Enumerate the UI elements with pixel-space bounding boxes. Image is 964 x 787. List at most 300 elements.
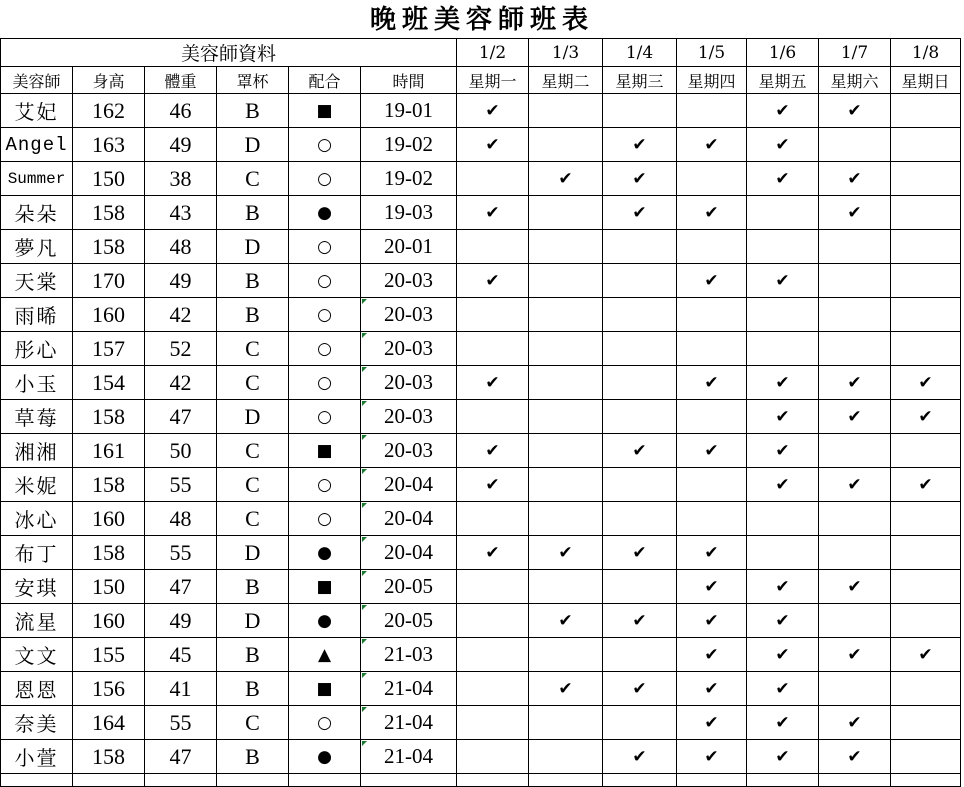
cell-fit[interactable]: ○ bbox=[289, 502, 361, 536]
cell-day[interactable] bbox=[603, 706, 677, 740]
cell-day[interactable] bbox=[677, 502, 747, 536]
cell-day[interactable] bbox=[819, 604, 891, 638]
cell-time[interactable] bbox=[361, 230, 457, 264]
cell-day[interactable] bbox=[819, 332, 891, 366]
cell-height[interactable]: 154 bbox=[73, 366, 145, 400]
cell-fit[interactable]: ● bbox=[289, 740, 361, 774]
cell-weight[interactable]: 48 bbox=[145, 230, 217, 264]
cell-day[interactable] bbox=[603, 468, 677, 502]
table-row bbox=[1, 740, 961, 774]
cell-weight[interactable]: 45 bbox=[145, 638, 217, 672]
cell-name[interactable]: 奈美 bbox=[1, 706, 73, 740]
cell-day[interactable] bbox=[603, 332, 677, 366]
cell-day[interactable] bbox=[603, 94, 677, 128]
cell-comment-marker bbox=[362, 299, 367, 304]
cell-day[interactable] bbox=[529, 638, 603, 672]
cell-day[interactable] bbox=[747, 468, 819, 502]
cell-weight[interactable]: 47 bbox=[145, 570, 217, 604]
cell-day[interactable] bbox=[747, 672, 819, 706]
cell-day[interactable] bbox=[529, 128, 603, 162]
cell-day[interactable] bbox=[529, 264, 603, 298]
cell-cup[interactable]: B bbox=[217, 740, 289, 774]
cell-day[interactable] bbox=[457, 94, 529, 128]
check-mark-icon: ✔ bbox=[847, 644, 862, 665]
cell-name[interactable]: 夢凡 bbox=[1, 230, 73, 264]
cell-height[interactable]: 161 bbox=[73, 434, 145, 468]
cell-height[interactable]: 150 bbox=[73, 570, 145, 604]
cell-day[interactable] bbox=[603, 536, 677, 570]
cell-day[interactable] bbox=[747, 94, 819, 128]
cell-cup[interactable]: D bbox=[217, 128, 289, 162]
blank-cell[interactable] bbox=[677, 774, 747, 787]
cell-time[interactable] bbox=[361, 536, 457, 570]
cell-cup[interactable]: D bbox=[217, 536, 289, 570]
cell-time[interactable] bbox=[361, 400, 457, 434]
cell-day[interactable] bbox=[819, 94, 891, 128]
check-mark-icon: ✔ bbox=[632, 610, 647, 631]
cell-fit[interactable]: ■ bbox=[289, 434, 361, 468]
cell-fit[interactable]: ○ bbox=[289, 706, 361, 740]
cell-height[interactable]: 158 bbox=[73, 468, 145, 502]
cell-day[interactable] bbox=[457, 468, 529, 502]
cell-day[interactable] bbox=[747, 740, 819, 774]
cell-day[interactable] bbox=[747, 502, 819, 536]
cell-day[interactable] bbox=[747, 298, 819, 332]
cell-cup[interactable]: D bbox=[217, 230, 289, 264]
cell-day[interactable] bbox=[819, 706, 891, 740]
blank-cell[interactable] bbox=[747, 774, 819, 787]
cell-day[interactable] bbox=[677, 604, 747, 638]
cell-day[interactable] bbox=[529, 196, 603, 230]
cell-day[interactable] bbox=[677, 162, 747, 196]
cell-time[interactable] bbox=[361, 162, 457, 196]
cell-day[interactable] bbox=[677, 298, 747, 332]
weekday-header: 星期六 bbox=[819, 67, 891, 94]
cell-height[interactable]: 158 bbox=[73, 400, 145, 434]
cell-day[interactable] bbox=[457, 298, 529, 332]
cell-day[interactable] bbox=[819, 196, 891, 230]
cell-time[interactable] bbox=[361, 638, 457, 672]
cell-day[interactable] bbox=[529, 468, 603, 502]
cell-day[interactable] bbox=[891, 672, 961, 706]
check-mark-icon: ✔ bbox=[847, 712, 862, 733]
cell-day[interactable] bbox=[891, 740, 961, 774]
blank-cell[interactable] bbox=[603, 774, 677, 787]
cell-day[interactable] bbox=[603, 264, 677, 298]
blank-cell[interactable] bbox=[1, 774, 73, 787]
cell-day[interactable] bbox=[891, 230, 961, 264]
cell-day[interactable] bbox=[457, 502, 529, 536]
cell-weight[interactable]: 41 bbox=[145, 672, 217, 706]
cell-cup[interactable]: C bbox=[217, 502, 289, 536]
cell-day[interactable] bbox=[603, 196, 677, 230]
cell-weight[interactable]: 43 bbox=[145, 196, 217, 230]
cell-day[interactable] bbox=[747, 570, 819, 604]
cell-height[interactable]: 170 bbox=[73, 264, 145, 298]
check-mark-icon: ✔ bbox=[632, 746, 647, 767]
cell-fit[interactable]: ○ bbox=[289, 468, 361, 502]
cell-name[interactable]: 雨晞 bbox=[1, 298, 73, 332]
cell-day[interactable] bbox=[747, 400, 819, 434]
cell-day[interactable] bbox=[747, 638, 819, 672]
cell-weight[interactable]: 49 bbox=[145, 264, 217, 298]
cell-day[interactable] bbox=[677, 196, 747, 230]
cell-time[interactable] bbox=[361, 570, 457, 604]
cell-day[interactable] bbox=[457, 570, 529, 604]
cell-day[interactable] bbox=[747, 332, 819, 366]
cell-cup[interactable]: B bbox=[217, 264, 289, 298]
cell-day[interactable] bbox=[457, 638, 529, 672]
cell-fit[interactable]: ● bbox=[289, 196, 361, 230]
cell-height[interactable]: 160 bbox=[73, 502, 145, 536]
cell-day[interactable] bbox=[891, 638, 961, 672]
check-mark-icon: ✔ bbox=[704, 576, 719, 597]
cell-weight[interactable]: 42 bbox=[145, 366, 217, 400]
cell-day[interactable] bbox=[677, 638, 747, 672]
cell-day[interactable] bbox=[819, 162, 891, 196]
cell-time[interactable] bbox=[361, 264, 457, 298]
cell-day[interactable] bbox=[677, 94, 747, 128]
blank-cell[interactable] bbox=[891, 774, 961, 787]
cell-height[interactable]: 160 bbox=[73, 604, 145, 638]
cell-comment-marker bbox=[362, 503, 367, 508]
cell-day[interactable] bbox=[529, 604, 603, 638]
cell-day[interactable] bbox=[529, 94, 603, 128]
cell-weight[interactable]: 42 bbox=[145, 298, 217, 332]
cell-weight[interactable]: 55 bbox=[145, 706, 217, 740]
cell-day[interactable] bbox=[603, 434, 677, 468]
cell-height[interactable]: 158 bbox=[73, 230, 145, 264]
cell-day[interactable] bbox=[677, 400, 747, 434]
check-mark-icon: ✔ bbox=[704, 678, 719, 699]
cell-comment-marker bbox=[362, 639, 367, 644]
cell-day[interactable] bbox=[891, 128, 961, 162]
cell-height[interactable]: 160 bbox=[73, 298, 145, 332]
cell-day[interactable] bbox=[891, 332, 961, 366]
cell-day[interactable] bbox=[819, 468, 891, 502]
cell-day[interactable] bbox=[603, 298, 677, 332]
cell-day[interactable] bbox=[529, 332, 603, 366]
cell-height[interactable]: 157 bbox=[73, 332, 145, 366]
cell-weight[interactable]: 52 bbox=[145, 332, 217, 366]
cell-day[interactable] bbox=[747, 196, 819, 230]
cell-weight[interactable]: 38 bbox=[145, 162, 217, 196]
cell-day[interactable] bbox=[747, 706, 819, 740]
cell-day[interactable] bbox=[747, 536, 819, 570]
cell-time[interactable] bbox=[361, 740, 457, 774]
cell-day[interactable] bbox=[747, 128, 819, 162]
cell-day[interactable] bbox=[603, 604, 677, 638]
cell-height[interactable]: 162 bbox=[73, 94, 145, 128]
cell-day[interactable] bbox=[677, 434, 747, 468]
blank-cell[interactable] bbox=[289, 774, 361, 787]
cell-name[interactable]: 恩恩 bbox=[1, 672, 73, 706]
cell-time[interactable] bbox=[361, 706, 457, 740]
blank-cell[interactable] bbox=[145, 774, 217, 787]
cell-day[interactable] bbox=[603, 638, 677, 672]
cell-day[interactable] bbox=[529, 672, 603, 706]
check-mark-icon: ✔ bbox=[485, 542, 500, 563]
cell-height[interactable]: 163 bbox=[73, 128, 145, 162]
cell-cup[interactable]: B bbox=[217, 196, 289, 230]
blank-cell[interactable] bbox=[73, 774, 145, 787]
cell-fit[interactable]: ○ bbox=[289, 298, 361, 332]
cell-height[interactable]: 158 bbox=[73, 196, 145, 230]
cell-day[interactable] bbox=[747, 264, 819, 298]
cell-day[interactable] bbox=[747, 604, 819, 638]
cell-comment-marker bbox=[362, 605, 367, 610]
cell-time[interactable] bbox=[361, 366, 457, 400]
cell-cup[interactable]: B bbox=[217, 570, 289, 604]
cell-day[interactable] bbox=[457, 740, 529, 774]
cell-name[interactable]: 朵朵 bbox=[1, 196, 73, 230]
cell-fit[interactable]: ● bbox=[289, 604, 361, 638]
cell-cup[interactable]: C bbox=[217, 468, 289, 502]
cell-day[interactable] bbox=[529, 502, 603, 536]
cell-time[interactable] bbox=[361, 332, 457, 366]
cell-day[interactable] bbox=[819, 638, 891, 672]
cell-cup[interactable]: C bbox=[217, 332, 289, 366]
cell-name[interactable]: 文文 bbox=[1, 638, 73, 672]
check-mark-icon: ✔ bbox=[775, 372, 790, 393]
cell-day[interactable] bbox=[891, 264, 961, 298]
cell-cup[interactable]: B bbox=[217, 638, 289, 672]
cell-weight[interactable]: 55 bbox=[145, 536, 217, 570]
cell-day[interactable] bbox=[457, 536, 529, 570]
cell-day[interactable] bbox=[529, 400, 603, 434]
cell-time[interactable] bbox=[361, 298, 457, 332]
cell-day[interactable] bbox=[819, 128, 891, 162]
cell-day[interactable] bbox=[819, 230, 891, 264]
cell-name[interactable]: 小萱 bbox=[1, 740, 73, 774]
cell-day[interactable] bbox=[677, 740, 747, 774]
blank-cell[interactable] bbox=[819, 774, 891, 787]
cell-fit[interactable]: ■ bbox=[289, 672, 361, 706]
cell-time[interactable] bbox=[361, 94, 457, 128]
cell-fit[interactable]: ■ bbox=[289, 570, 361, 604]
blank-cell[interactable] bbox=[457, 774, 529, 787]
cell-day[interactable] bbox=[819, 264, 891, 298]
table-row bbox=[1, 230, 961, 264]
cell-height[interactable]: 158 bbox=[73, 740, 145, 774]
cell-day[interactable] bbox=[457, 672, 529, 706]
cell-day[interactable] bbox=[747, 230, 819, 264]
cell-name[interactable]: 小玉 bbox=[1, 366, 73, 400]
cell-name[interactable]: 安琪 bbox=[1, 570, 73, 604]
cell-day[interactable] bbox=[603, 366, 677, 400]
cell-weight[interactable]: 46 bbox=[145, 94, 217, 128]
cell-day[interactable] bbox=[529, 298, 603, 332]
cell-day[interactable] bbox=[819, 536, 891, 570]
cell-name[interactable]: Angel bbox=[1, 128, 73, 162]
cell-day[interactable] bbox=[457, 196, 529, 230]
check-mark-icon: ✔ bbox=[847, 576, 862, 597]
cell-cup[interactable]: C bbox=[217, 366, 289, 400]
cell-name[interactable]: 米妮 bbox=[1, 468, 73, 502]
cell-day[interactable] bbox=[747, 434, 819, 468]
cell-fit[interactable]: ■ bbox=[289, 94, 361, 128]
cell-time[interactable] bbox=[361, 468, 457, 502]
cell-day[interactable] bbox=[891, 536, 961, 570]
cell-day[interactable] bbox=[677, 570, 747, 604]
cell-day[interactable] bbox=[819, 366, 891, 400]
cell-day[interactable] bbox=[819, 502, 891, 536]
cell-name[interactable]: 天棠 bbox=[1, 264, 73, 298]
cell-day[interactable] bbox=[677, 672, 747, 706]
cell-name[interactable]: 流星 bbox=[1, 604, 73, 638]
cell-time-text: 20-03 bbox=[384, 302, 433, 326]
cell-day[interactable] bbox=[603, 128, 677, 162]
check-mark-icon: ✔ bbox=[775, 746, 790, 767]
cell-day[interactable] bbox=[891, 366, 961, 400]
cell-time[interactable] bbox=[361, 502, 457, 536]
cell-day[interactable] bbox=[677, 536, 747, 570]
cell-fit[interactable]: ▲ bbox=[289, 638, 361, 672]
cell-name[interactable]: 布丁 bbox=[1, 536, 73, 570]
cell-fit[interactable]: ○ bbox=[289, 332, 361, 366]
cell-time[interactable] bbox=[361, 672, 457, 706]
cell-day[interactable] bbox=[457, 264, 529, 298]
cell-day[interactable] bbox=[529, 536, 603, 570]
cell-day[interactable] bbox=[891, 434, 961, 468]
cell-cup[interactable]: D bbox=[217, 400, 289, 434]
cell-day[interactable] bbox=[677, 366, 747, 400]
cell-day[interactable] bbox=[891, 400, 961, 434]
cell-day[interactable] bbox=[529, 706, 603, 740]
cell-day[interactable] bbox=[529, 230, 603, 264]
check-mark-icon: ✔ bbox=[775, 440, 790, 461]
cell-day[interactable] bbox=[819, 672, 891, 706]
check-mark-icon: ✔ bbox=[485, 474, 500, 495]
cell-day[interactable] bbox=[603, 740, 677, 774]
blank-cell[interactable] bbox=[361, 774, 457, 787]
table-row bbox=[1, 162, 961, 196]
cell-cup[interactable]: B bbox=[217, 298, 289, 332]
cell-day[interactable] bbox=[819, 298, 891, 332]
cell-name[interactable]: 草莓 bbox=[1, 400, 73, 434]
cell-day[interactable] bbox=[891, 468, 961, 502]
cell-height[interactable]: 164 bbox=[73, 706, 145, 740]
cell-day[interactable] bbox=[747, 162, 819, 196]
cell-day[interactable] bbox=[891, 604, 961, 638]
blank-cell[interactable] bbox=[217, 774, 289, 787]
cell-cup[interactable]: B bbox=[217, 94, 289, 128]
cell-cup[interactable]: C bbox=[217, 434, 289, 468]
table-row bbox=[1, 604, 961, 638]
cell-time[interactable] bbox=[361, 196, 457, 230]
cell-time[interactable] bbox=[361, 604, 457, 638]
cell-day[interactable] bbox=[677, 128, 747, 162]
cell-day[interactable] bbox=[457, 332, 529, 366]
cell-cup[interactable]: D bbox=[217, 604, 289, 638]
cell-day[interactable] bbox=[457, 162, 529, 196]
cell-day[interactable] bbox=[529, 162, 603, 196]
cell-name[interactable]: 冰心 bbox=[1, 502, 73, 536]
cell-day[interactable] bbox=[819, 434, 891, 468]
cell-day[interactable] bbox=[529, 434, 603, 468]
cell-day[interactable] bbox=[891, 298, 961, 332]
schedule-rows bbox=[1, 94, 961, 774]
column-header-fit: 配合 bbox=[289, 67, 361, 94]
cell-comment-marker bbox=[362, 571, 367, 576]
cell-weight[interactable]: 50 bbox=[145, 434, 217, 468]
cell-day[interactable] bbox=[603, 570, 677, 604]
cell-weight[interactable]: 47 bbox=[145, 400, 217, 434]
cell-day[interactable] bbox=[457, 230, 529, 264]
cell-fit[interactable]: ○ bbox=[289, 264, 361, 298]
cell-fit[interactable]: ○ bbox=[289, 162, 361, 196]
cell-cup[interactable]: C bbox=[217, 706, 289, 740]
cell-day[interactable] bbox=[529, 570, 603, 604]
cell-height[interactable]: 156 bbox=[73, 672, 145, 706]
cell-weight[interactable]: 55 bbox=[145, 468, 217, 502]
cell-day[interactable] bbox=[457, 604, 529, 638]
cell-day[interactable] bbox=[891, 162, 961, 196]
cell-weight[interactable]: 49 bbox=[145, 604, 217, 638]
cell-day[interactable] bbox=[891, 570, 961, 604]
cell-fit[interactable]: ○ bbox=[289, 230, 361, 264]
check-mark-icon: ✔ bbox=[918, 644, 933, 665]
cell-weight[interactable]: 49 bbox=[145, 128, 217, 162]
cell-day[interactable] bbox=[529, 740, 603, 774]
cell-time[interactable] bbox=[361, 434, 457, 468]
cell-fit[interactable]: ○ bbox=[289, 400, 361, 434]
cell-cup[interactable]: C bbox=[217, 162, 289, 196]
cell-cup[interactable]: B bbox=[217, 672, 289, 706]
check-mark-icon: ✔ bbox=[704, 202, 719, 223]
cell-day[interactable] bbox=[891, 94, 961, 128]
cell-day[interactable] bbox=[457, 706, 529, 740]
cell-fit[interactable]: ○ bbox=[289, 128, 361, 162]
cell-name[interactable]: 彤心 bbox=[1, 332, 73, 366]
cell-weight[interactable]: 48 bbox=[145, 502, 217, 536]
cell-height[interactable]: 155 bbox=[73, 638, 145, 672]
cell-day[interactable] bbox=[677, 264, 747, 298]
cell-day[interactable] bbox=[819, 740, 891, 774]
cell-day[interactable] bbox=[677, 332, 747, 366]
cell-day[interactable] bbox=[457, 400, 529, 434]
cell-day[interactable] bbox=[603, 230, 677, 264]
cell-name[interactable]: 湘湘 bbox=[1, 434, 73, 468]
cell-height[interactable]: 150 bbox=[73, 162, 145, 196]
cell-day[interactable] bbox=[677, 706, 747, 740]
cell-height[interactable]: 158 bbox=[73, 536, 145, 570]
cell-day[interactable] bbox=[819, 400, 891, 434]
cell-day[interactable] bbox=[677, 230, 747, 264]
cell-day[interactable] bbox=[747, 366, 819, 400]
cell-day[interactable] bbox=[819, 570, 891, 604]
blank-cell[interactable] bbox=[529, 774, 603, 787]
cell-day[interactable] bbox=[603, 502, 677, 536]
cell-day[interactable] bbox=[603, 162, 677, 196]
cell-time[interactable] bbox=[361, 128, 457, 162]
cell-day[interactable] bbox=[457, 366, 529, 400]
cell-day[interactable] bbox=[457, 434, 529, 468]
cell-day[interactable] bbox=[529, 366, 603, 400]
cell-name[interactable]: Summer bbox=[1, 162, 73, 196]
cell-day[interactable] bbox=[457, 128, 529, 162]
cell-name[interactable]: 艾妃 bbox=[1, 94, 73, 128]
cell-fit[interactable]: ○ bbox=[289, 366, 361, 400]
cell-day[interactable] bbox=[677, 468, 747, 502]
cell-weight[interactable]: 47 bbox=[145, 740, 217, 774]
cell-day[interactable] bbox=[891, 706, 961, 740]
cell-fit[interactable]: ● bbox=[289, 536, 361, 570]
cell-day[interactable] bbox=[603, 400, 677, 434]
cell-day[interactable] bbox=[891, 502, 961, 536]
cell-day[interactable] bbox=[603, 672, 677, 706]
cell-day[interactable] bbox=[891, 196, 961, 230]
